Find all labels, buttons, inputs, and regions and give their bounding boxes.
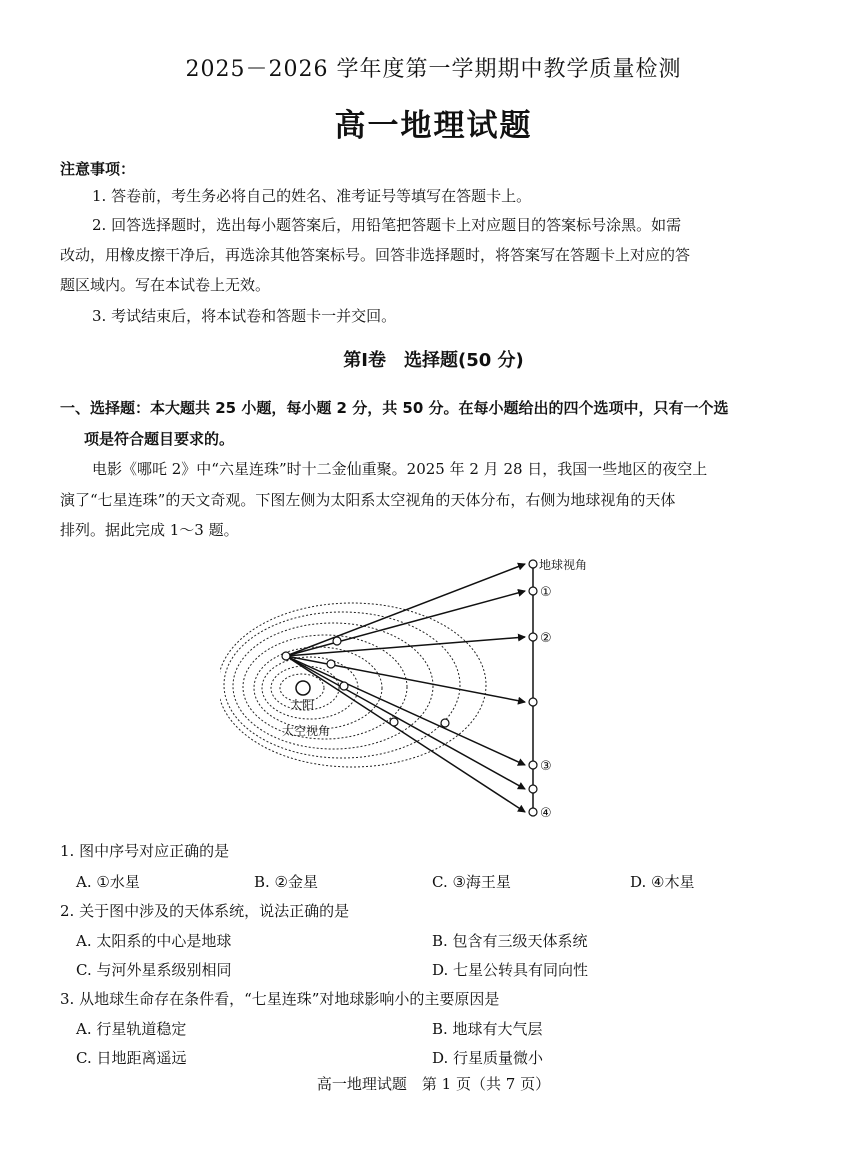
marker-2: ② xyxy=(540,631,552,646)
q3-stem: 3. 从地球生命存在条件看，“七星连珠”对地球影响小的主要原因是 xyxy=(60,990,500,1008)
planet-alignment-figure xyxy=(220,540,620,830)
space-view-label: 太空视角 xyxy=(282,724,331,738)
passage-line-2: 演了“七星连珠”的天文奇观。下图左侧为太阳系太空视角的天体分布，右侧为地球视角的天体 xyxy=(60,491,676,509)
q1-option-c: C. ③海王星 xyxy=(432,873,511,891)
q1-option-b: B. ②金星 xyxy=(254,873,319,891)
note-item-3: 3. 考试结束后，将本试卷和答题卡一并交回。 xyxy=(92,307,397,325)
q1-stem: 1. 图中序号对应正确的是 xyxy=(60,842,230,860)
q1-option-d: D. ④木星 xyxy=(630,873,695,891)
part1-instructions-line-1: 一、选择题：本大题共 25 小题，每小题 2 分，共 50 分。在每小题给出的四个选项中，只有一个选 xyxy=(60,399,729,417)
part1-instructions-line-2: 项是符合题目要求的。 xyxy=(84,430,235,448)
marker-1: ① xyxy=(540,585,552,600)
q2-option-a: A. 太阳系的中心是地球 xyxy=(76,932,232,950)
earth-dot xyxy=(282,652,290,660)
planet-dot-b xyxy=(327,660,335,668)
q2-option-d: D. 七星公转具有同向性 xyxy=(432,961,589,979)
exam-title: 2025－2026 学年度第一学期期中教学质量检测 xyxy=(185,57,682,82)
sightline-6 xyxy=(286,656,525,789)
note-item-2-line-1: 2. 回答选择题时，选出每小题答案后，用铅笔把答题卡上对应题目的答案标号涂黑。如需 xyxy=(92,216,682,234)
planet-dot-c xyxy=(340,682,348,690)
paper-title: 高一地理试题 xyxy=(334,108,533,144)
note-item-1: 1. 答卷前，考生务必将自己的姓名、准考证号等填写在答题卡上。 xyxy=(92,187,532,205)
marker-3: ③ xyxy=(540,759,552,774)
planet-dot-a xyxy=(333,637,341,645)
note-item-2-line-2: 改动，用橡皮擦干净后，再选涂其他答案标号。回答非选择题时，将答案写在答题卡上对应的答 xyxy=(60,246,691,264)
passage-line-3: 排列。据此完成 1～3 题。 xyxy=(60,521,239,539)
planet-dot-e xyxy=(441,719,449,727)
q2-option-b: B. 包含有三级天体系统 xyxy=(432,932,588,950)
q3-option-a: A. 行星轨道稳定 xyxy=(76,1020,187,1038)
q3-option-b: B. 地球有大气层 xyxy=(432,1020,543,1038)
passage-line-1: 电影《哪吒 2》中“六星连珠”时十二金仙重聚。2025 年 2 月 28 日，我国一些地区的夜空上 xyxy=(92,460,708,478)
q2-option-c: C. 与河外星系级别相同 xyxy=(76,961,232,979)
q3-option-c: C. 日地距离遥远 xyxy=(76,1049,187,1067)
orbit-ellipses xyxy=(220,603,486,767)
sightline-arrows xyxy=(286,564,525,812)
planet-dot-d xyxy=(390,718,398,726)
marker-4: ④ xyxy=(540,806,552,821)
notes-heading: 注意事项： xyxy=(60,160,136,178)
note-item-2-line-3: 题区域内。写在本试卷上无效。 xyxy=(60,276,271,294)
q3-option-d: D. 行星质量微小 xyxy=(432,1049,544,1067)
q2-stem: 2. 关于图中涉及的天体系统，说法正确的是 xyxy=(60,902,350,920)
earth-view-label: 地球视角 xyxy=(539,558,588,572)
sun-circle xyxy=(296,681,310,695)
sun-label: 太阳 xyxy=(290,698,315,712)
page-footer: 高一地理试题 第 1 页（共 7 页） xyxy=(316,1075,551,1093)
section-title: 第Ⅰ卷 选择题(50 分) xyxy=(343,350,524,371)
q1-option-a: A. ①水星 xyxy=(76,873,140,891)
